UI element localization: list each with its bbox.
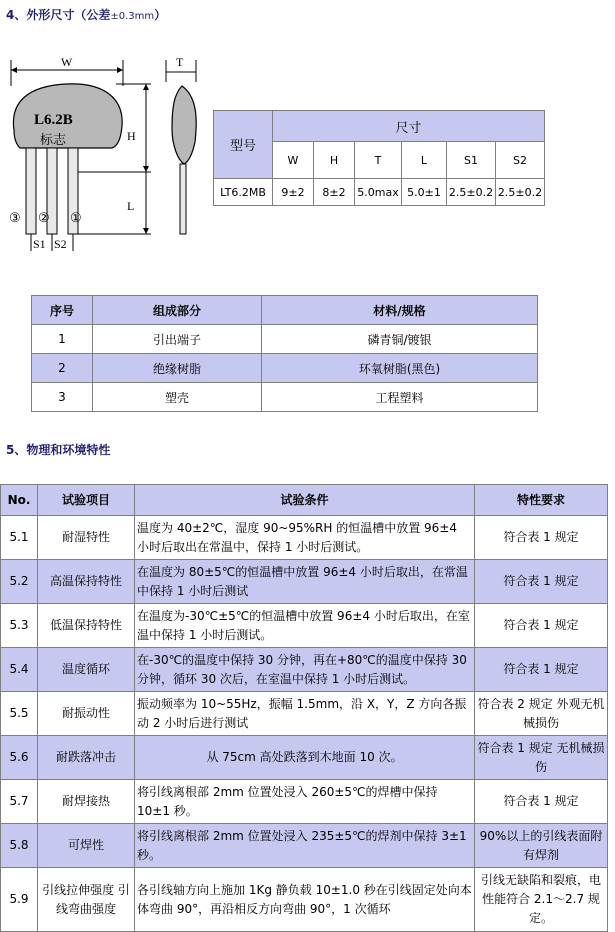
test-cell-item: 高温保持特性 — [38, 560, 135, 604]
mat-cell-part: 绝缘树脂 — [93, 354, 262, 383]
dim-value-cell: 5.0max — [355, 179, 402, 206]
test-cell-no: 5.8 — [1, 824, 38, 868]
test-cell-item: 温度循环 — [38, 648, 135, 692]
test-row — [1, 604, 608, 648]
mat-cell-seq: 2 — [32, 354, 93, 383]
test-cell-requirement: 符合表 2 规定 外观无机械损伤 — [475, 692, 608, 736]
test-cell-requirement: 符合表 1 规定 — [475, 648, 608, 692]
dim-value-cell: 9±2 — [273, 179, 314, 206]
mat-cell-material: 环氧树脂(黑色) — [262, 354, 538, 383]
dim-header-model: 型号 — [214, 111, 273, 179]
dim-value-cell: 2.5±0.2 — [447, 179, 496, 206]
side-view-body — [172, 86, 196, 164]
dim-label-h: H — [127, 129, 136, 143]
outline-drawing — [6, 46, 206, 256]
test-cell-requirement: 符合表 1 规定 — [475, 516, 608, 560]
section4-number: 4 — [6, 8, 15, 22]
test-cell-item: 耐湿特性 — [38, 516, 135, 560]
pin-3-lead — [26, 148, 36, 234]
test-cell-item: 低温保持特性 — [38, 604, 135, 648]
test-row — [1, 824, 608, 868]
test-cell-no: 5.9 — [1, 868, 38, 932]
section5-number: 5 — [6, 443, 15, 457]
test-row — [1, 736, 608, 780]
test-cell-requirement: 90%以上的引线表面附有焊剂 — [475, 824, 608, 868]
test-header-condition: 试验条件 — [135, 485, 475, 516]
test-row — [1, 648, 608, 692]
materials-table — [31, 295, 538, 412]
test-cell-item: 可焊性 — [38, 824, 135, 868]
mat-cell-material: 磷青铜/镀银 — [262, 325, 538, 354]
mat-cell-part: 塑壳 — [93, 383, 262, 412]
test-row — [1, 692, 608, 736]
mat-header-material: 材料/规格 — [262, 296, 538, 325]
test-cell-no: 5.2 — [1, 560, 38, 604]
test-header-no: No. — [1, 485, 38, 516]
test-cell-requirement: 符合表 1 规定 — [475, 560, 608, 604]
section4-title-close: ） — [154, 8, 167, 22]
dim-subheader: W — [273, 142, 314, 179]
dim-label-s1: S1 — [33, 237, 46, 251]
test-cell-condition: 温度为 40±2℃，湿度 90~95%RH 的恒温槽中放置 96±4 小时后取出在常温中，保持 1 小时后测试。 — [135, 516, 475, 560]
section4-tolerance: ±0.3mm — [110, 11, 155, 22]
dim-subheader: T — [355, 142, 402, 179]
test-cell-requirement: 引线无缺陷和裂痕，电性能符合 2.1～2.7 规定。 — [475, 868, 608, 932]
body-label: 标志 — [40, 132, 67, 147]
section4-title — [6, 6, 166, 23]
dim-value-cell: 8±2 — [314, 179, 355, 206]
mat-cell-part: 引出端子 — [93, 325, 262, 354]
test-table — [0, 484, 608, 932]
dim-value-cell: 2.5±0.2 — [496, 179, 545, 206]
mat-header-seq: 序号 — [32, 296, 93, 325]
dim-subheader: S1 — [447, 142, 496, 179]
test-cell-no: 5.7 — [1, 780, 38, 824]
section4-title-text: 、外形尺寸（公差 — [14, 8, 111, 22]
test-cell-condition: 在温度为-30℃±5℃的恒温槽中放置 96±4 小时后取出，在室温中保持 1 小时后测试。 — [135, 604, 475, 648]
test-row — [1, 560, 608, 604]
test-cell-no: 5.4 — [1, 648, 38, 692]
pin-3-marker: ③ — [9, 210, 21, 225]
dim-value-cell: 5.0±1 — [402, 179, 447, 206]
pin-1-marker: ① — [70, 210, 82, 225]
dimension-table — [213, 110, 545, 206]
dim-header-size: 尺寸 — [273, 111, 545, 142]
mat-cell-material: 工程塑料 — [262, 383, 538, 412]
mat-cell-seq: 3 — [32, 383, 93, 412]
test-cell-condition: 在-30℃的温度中保持 30 分钟，再在+80℃的温度中保持 30 分钟，循环 30 次后，在室温中保持 1 小时后测试。 — [135, 648, 475, 692]
test-cell-item: 耐焊接热 — [38, 780, 135, 824]
test-cell-condition: 将引线离根部 2mm 位置处浸入 235±5℃的焊剂中保持 3±1 秒。 — [135, 824, 475, 868]
test-row — [1, 780, 608, 824]
test-cell-requirement: 符合表 1 规定 — [475, 780, 608, 824]
test-cell-no: 5.3 — [1, 604, 38, 648]
dim-subheader: H — [314, 142, 355, 179]
test-cell-requirement: 符合表 1 规定 — [475, 604, 608, 648]
dim-model-cell: LT6.2MB — [214, 179, 273, 206]
dim-label-s2: S2 — [54, 237, 67, 251]
test-cell-condition: 从 75cm 高处跌落到木地面 10 次。 — [135, 736, 475, 780]
test-row — [1, 868, 608, 932]
test-cell-item: 引线拉伸强度 引线弯曲强度 — [38, 868, 135, 932]
test-cell-item: 耐跌落冲击 — [38, 736, 135, 780]
side-view-lead — [180, 164, 186, 234]
dim-label-w: W — [61, 55, 73, 69]
mat-cell-seq: 1 — [32, 325, 93, 354]
dim-subheader: L — [402, 142, 447, 179]
body-marking: L6.2B — [34, 112, 73, 128]
mat-header-part: 组成部分 — [93, 296, 262, 325]
test-row — [1, 516, 608, 560]
test-cell-condition: 振动频率为 10~55Hz，振幅 1.5mm，沿 X，Y，Z 方向各振动 2 小时后进行测试 — [135, 692, 475, 736]
test-header-item: 试验项目 — [38, 485, 135, 516]
pin-2-marker: ② — [38, 210, 50, 225]
test-cell-condition: 在温度为 80±5℃的恒温槽中放置 96±4 小时后取出，在常温中保持 1 小时后测试 — [135, 560, 475, 604]
section5-title-text: 、物理和环境特性 — [14, 443, 111, 457]
test-cell-no: 5.5 — [1, 692, 38, 736]
test-header-requirement: 特性要求 — [475, 485, 608, 516]
test-cell-no: 5.1 — [1, 516, 38, 560]
test-cell-item: 耐振动性 — [38, 692, 135, 736]
section5-title — [6, 441, 110, 458]
dim-label-t: T — [176, 55, 184, 69]
test-cell-condition: 将引线离根部 2mm 位置处浸入 260±5℃的焊槽中保持 10±1 秒。 — [135, 780, 475, 824]
dim-label-l: L — [127, 199, 135, 213]
test-cell-requirement: 符合表 1 规定 无机械损伤 — [475, 736, 608, 780]
test-cell-condition: 各引线轴方向上施加 1Kg 静负载 10±1.0 秒在引线固定处向本体弯曲 90°，再沿相反方向弯曲 90°，1 次循环 — [135, 868, 475, 932]
test-cell-no: 5.6 — [1, 736, 38, 780]
dim-subheader: S2 — [496, 142, 545, 179]
